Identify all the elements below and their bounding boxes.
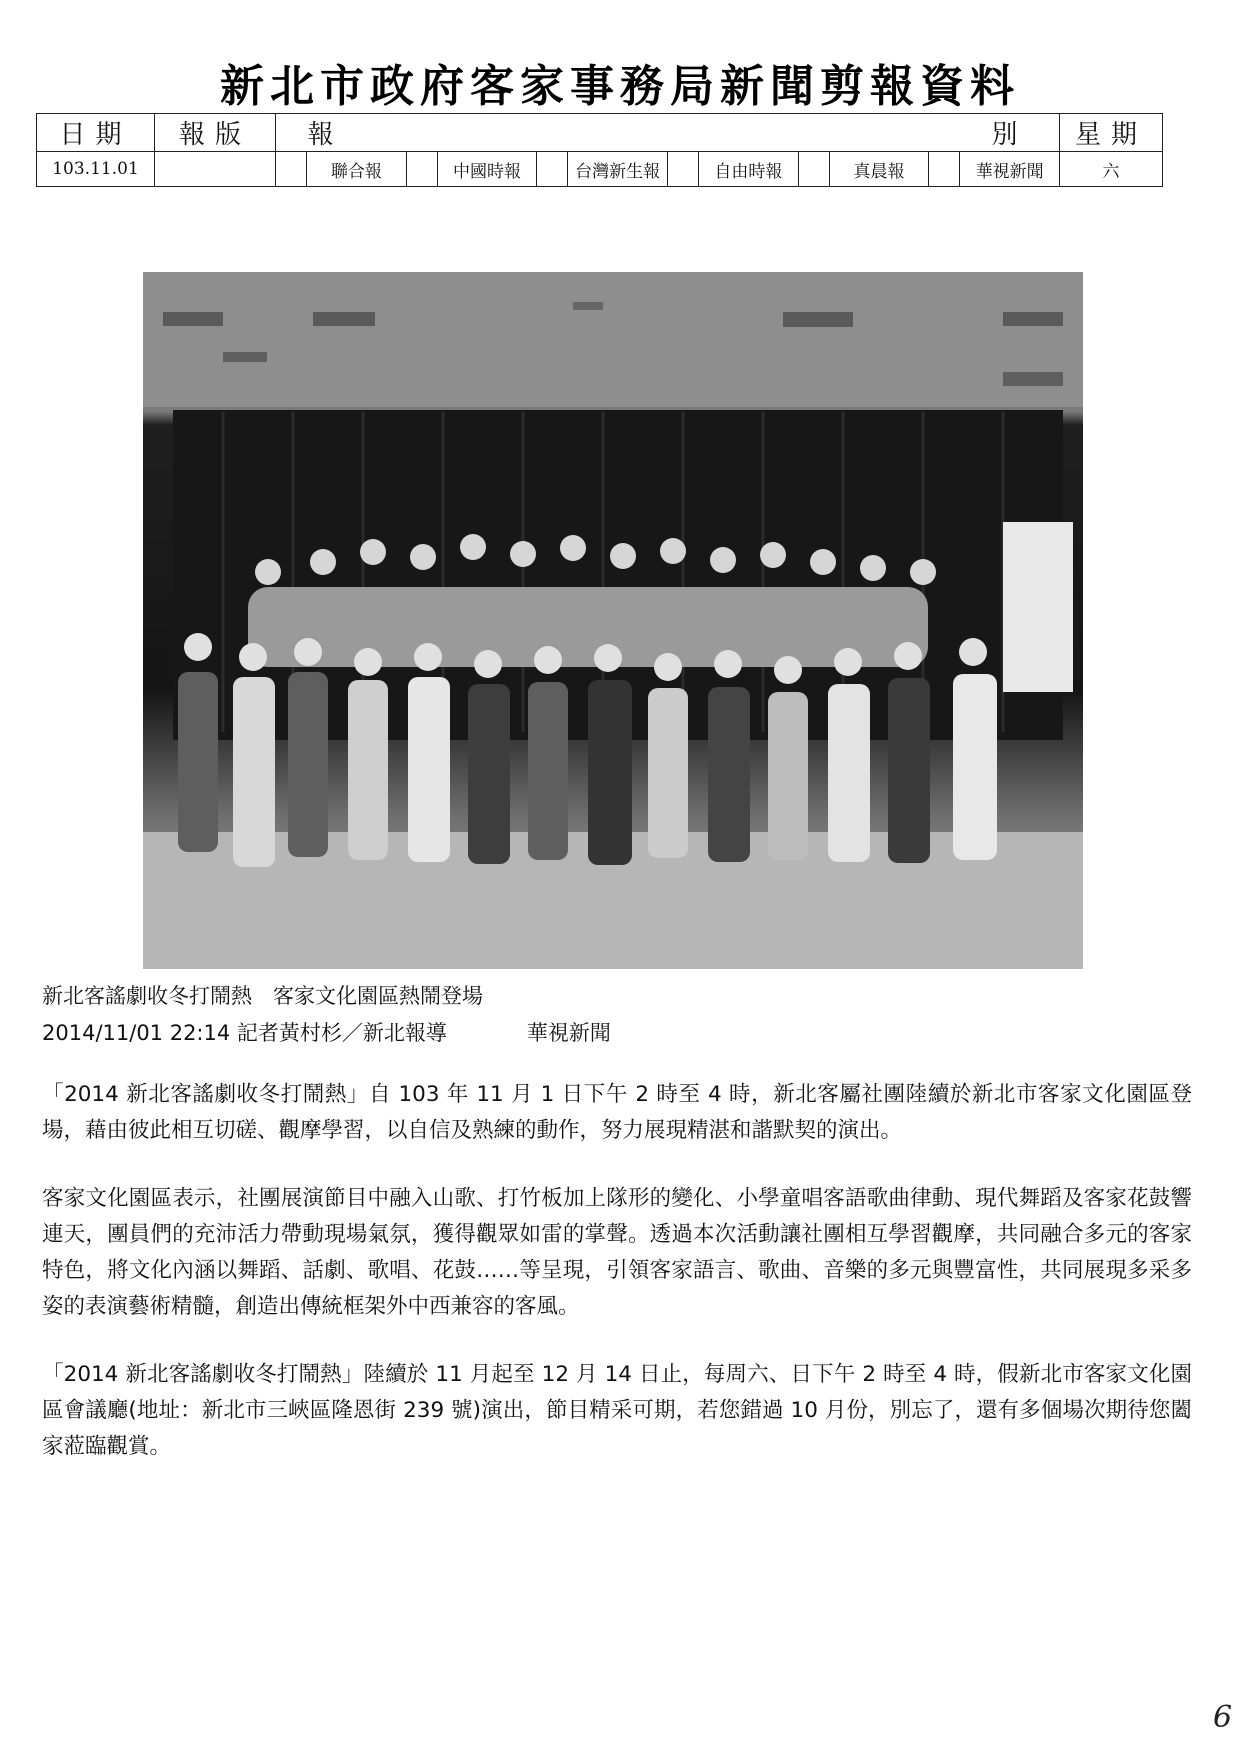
paper-name: 聯合報 <box>330 161 382 182</box>
group-photo-illustration <box>143 272 1083 969</box>
article-source: 華視新聞 <box>526 1021 611 1045</box>
paper-name: 自由時報 <box>714 161 783 182</box>
header-weekday: 星期 <box>1060 114 1163 152</box>
meta-value-row <box>37 152 1163 187</box>
paper-checkbox <box>799 152 830 186</box>
paper-checkbox <box>407 152 438 186</box>
date-value: 103.11.01 <box>37 152 155 187</box>
article-paragraph: 「2014 新北客謠劇收冬打鬧熱」陸續於 11 月起至 12 月 14 日止，每周六、日下午 2 時至 4 時，假新北市客家文化園區會議廳(地址：新北市三峽區隆恩街 239 號)演出，節目精采可期，若您錯過 10 月份，別忘了，還有多個場次期待您闔家蒞臨觀賞。 <box>42 1362 1192 1459</box>
clipping-meta-table <box>36 113 1163 187</box>
paper-options <box>276 152 1060 187</box>
article-byline: 2014/11/01 22:14 記者黃村杉／新北報導 <box>42 1021 447 1045</box>
page-number: 6 <box>1213 1700 1233 1735</box>
edition-value <box>155 152 276 187</box>
paper-option <box>536 152 667 186</box>
article-byline-line <box>42 1017 611 1047</box>
paper-checkbox <box>929 152 960 186</box>
article-paragraph: 客家文化園區表示，社團展演節目中融入山歌、打竹板加上隊形的變化、小學童唱客語歌曲律動、現代舞蹈及客家花鼓響連天，團員們的充沛活力帶動現場氣氛，獲得觀眾如雷的掌聲。透過本次活動讓社團相互學習觀摩，共同融合多元的客家特色，將文化內涵以舞蹈、話劇、歌唱、花鼓……等呈現，引領客家語言、歌曲、音樂的多元與豐富性，共同展現多采多姿的表演藝術精髓，創造出傳統框架外中西兼容的客風。 <box>42 1186 1192 1319</box>
paper-name: 華視新聞 <box>975 161 1044 182</box>
paper-name: 真晨報 <box>853 161 905 182</box>
article-headline: 新北客謠劇收冬打鬧熱 客家文化園區熱鬧登場 <box>42 984 483 1008</box>
article-paragraph: 「2014 新北客謠劇收冬打鬧熱」自 103 年 11 月 1 日下午 2 時至 4 時，新北客屬社團陸續於新北市客家文化園區登場，藉由彼此相互切磋、觀摩學習，以自信及熟練的動作，努力展現精湛和諧默契的演出。 <box>42 1082 1192 1143</box>
paper-name: 台灣新生報 <box>575 161 661 182</box>
weekday-value: 六 <box>1060 152 1163 187</box>
header-date: 日期 <box>37 114 155 152</box>
header-edition: 報版 <box>155 114 276 152</box>
meta-header-row <box>37 114 1163 152</box>
header-paper: 報 別 <box>276 114 1060 152</box>
paper-option <box>798 152 929 186</box>
paper-option <box>667 152 798 186</box>
paper-option <box>928 152 1059 186</box>
paper-checkbox <box>276 152 307 186</box>
group-photo <box>143 272 1083 969</box>
paper-checkbox <box>537 152 568 186</box>
page-title: 新北市政府客家事務局新聞剪報資料 <box>220 61 1020 112</box>
paper-option <box>276 152 406 186</box>
paper-name: 中國時報 <box>453 161 521 182</box>
paper-checkbox <box>668 152 699 186</box>
paper-option <box>406 152 537 186</box>
